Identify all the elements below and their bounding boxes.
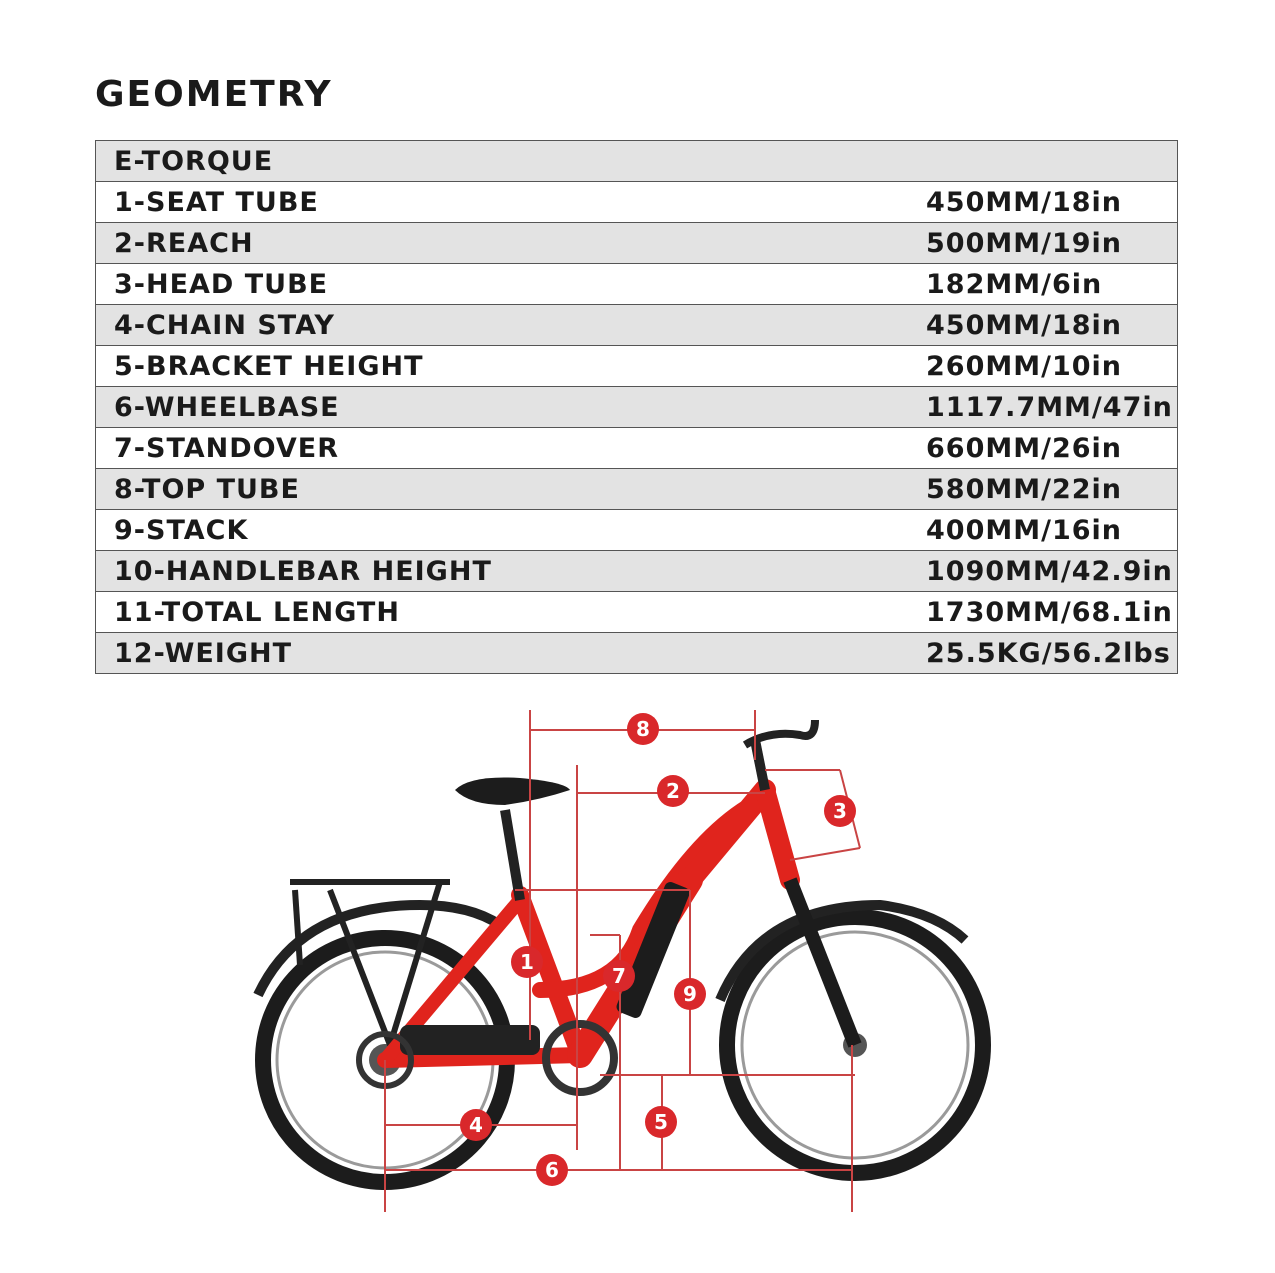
chain-guard (400, 1025, 540, 1055)
row-label: 2-REACH (96, 223, 915, 264)
row-value: 580MM/22in (914, 469, 1178, 510)
svg-text:8: 8 (636, 717, 650, 741)
table-header-row (96, 141, 1178, 182)
table-row (96, 182, 1178, 223)
marker-8 (627, 713, 659, 745)
row-label: 11-TOTAL LENGTH (96, 592, 915, 633)
row-label: 6-WHEELBASE (96, 387, 915, 428)
table-row (96, 592, 1178, 633)
row-value: 1117.7MM/47in (914, 387, 1178, 428)
marker-9 (674, 978, 706, 1010)
row-label: 4-CHAIN STAY (96, 305, 915, 346)
row-value: 450MM/18in (914, 182, 1178, 223)
seat-post (505, 810, 520, 900)
row-value: 450MM/18in (914, 305, 1178, 346)
marker-4 (460, 1109, 492, 1141)
row-value: 500MM/19in (914, 223, 1178, 264)
table-row (96, 469, 1178, 510)
svg-text:6: 6 (545, 1158, 559, 1182)
row-label: 9-STACK (96, 510, 915, 551)
svg-text:9: 9 (683, 982, 697, 1006)
marker-7 (603, 960, 635, 992)
table-row (96, 387, 1178, 428)
bike-geometry-diagram (0, 700, 1275, 1273)
marker-6 (536, 1154, 568, 1186)
svg-text:2: 2 (666, 779, 680, 803)
model-name: E-TORQUE (96, 141, 1178, 182)
marker-2 (657, 775, 689, 807)
row-value: 25.5KG/56.2lbs (914, 633, 1178, 674)
row-label: 7-STANDOVER (96, 428, 915, 469)
table-row (96, 264, 1178, 305)
table-row (96, 510, 1178, 551)
geometry-table (95, 140, 1178, 674)
svg-text:4: 4 (469, 1113, 483, 1137)
row-value: 1730MM/68.1in (914, 592, 1178, 633)
svg-text:7: 7 (612, 964, 626, 988)
table-row (96, 428, 1178, 469)
row-label: 10-HANDLEBAR HEIGHT (96, 551, 915, 592)
row-value: 1090MM/42.9in (914, 551, 1178, 592)
row-label: 3-HEAD TUBE (96, 264, 915, 305)
marker-5 (645, 1106, 677, 1138)
marker-3 (824, 795, 856, 827)
row-value: 182MM/6in (914, 264, 1178, 305)
table-row (96, 551, 1178, 592)
row-value: 400MM/16in (914, 510, 1178, 551)
row-label: 8-TOP TUBE (96, 469, 915, 510)
stem (755, 740, 765, 790)
table-row (96, 633, 1178, 674)
row-label: 12-WEIGHT (96, 633, 915, 674)
page-title: GEOMETRY (95, 74, 333, 115)
row-value: 660MM/26in (914, 428, 1178, 469)
saddle (455, 778, 570, 806)
svg-text:5: 5 (654, 1110, 668, 1134)
row-label: 5-BRACKET HEIGHT (96, 346, 915, 387)
table-row (96, 223, 1178, 264)
marker-1 (511, 946, 543, 978)
svg-text:1: 1 (520, 950, 534, 974)
svg-text:3: 3 (833, 799, 847, 823)
row-value: 260MM/10in (914, 346, 1178, 387)
table-row (96, 305, 1178, 346)
row-label: 1-SEAT TUBE (96, 182, 915, 223)
table-row (96, 346, 1178, 387)
